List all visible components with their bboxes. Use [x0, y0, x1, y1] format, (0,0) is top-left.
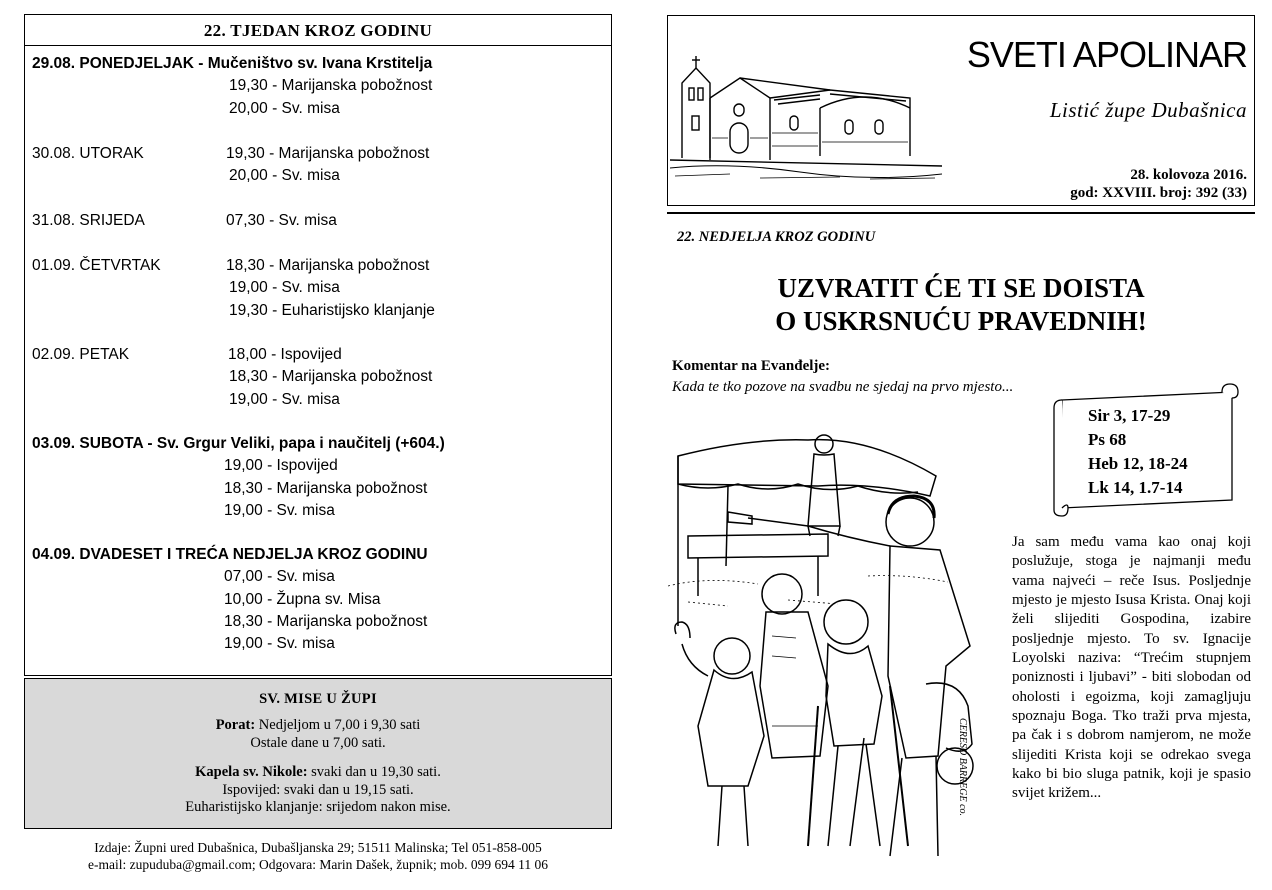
day-label: 30.08. UTORAK: [32, 145, 144, 162]
comment-title: Komentar na Evanđelje:: [672, 358, 831, 374]
event-line: 18,00 - Ispovijed: [228, 346, 342, 363]
day-label: 01.09. ČETVRTAK: [32, 257, 161, 274]
schedule-title: 22. TJEDAN KROZ GODINU: [25, 15, 611, 46]
porat-text: Nedjeljom u 7,00 i 9,30 sati: [255, 717, 421, 733]
kapela-label: Kapela sv. Nikole:: [195, 764, 308, 780]
readings-list: [1088, 404, 1188, 500]
issue-date: 28. kolovoza 2016.: [1130, 167, 1247, 183]
event-line: 18,30 - Marijanska pobožnost: [226, 257, 430, 274]
masthead: [667, 15, 1255, 206]
artist-signature: CERESO BARREGE co.: [957, 718, 968, 817]
event-line: 19,00 - Sv. misa: [224, 635, 335, 653]
mass-times-title: SV. MISE U ŽUPI: [259, 691, 377, 707]
issue-number: god: XXVIII. broj: 392 (33): [1070, 185, 1247, 201]
event-line: 18,30 - Marijanska pobožnost: [224, 612, 428, 630]
schedule-day: [32, 344, 604, 411]
day-label: 04.09. DVADESET I TREĆA NEDJELJA KROZ GODINU: [32, 546, 428, 563]
church-drawing: [670, 38, 942, 183]
schedule-day: [32, 53, 604, 120]
publisher-footer: [24, 839, 612, 873]
event-line: 19,00 - Sv. misa: [229, 279, 340, 297]
event-line: 19,30 - Marijanska pobožnost: [226, 145, 430, 162]
schedule-day: [32, 143, 604, 188]
schedule-day: [32, 544, 604, 655]
article-headline: [667, 272, 1255, 338]
reading-item: Sir 3, 17-29: [1088, 406, 1171, 425]
event-line: 19,30 - Euharistijsko klanjanje: [229, 301, 435, 319]
event-line: 19,00 - Sv. misa: [224, 501, 335, 519]
event-line: 20,00 - Sv. misa: [229, 167, 340, 185]
reading-item: Heb 12, 18-24: [1088, 454, 1188, 473]
day-label: 29.08. PONEDJELJAK - Mučeništvo sv. Ivana Krstitelja: [32, 55, 433, 72]
sunday-label: 22. NEDJELJA KROZ GODINU: [677, 229, 876, 245]
event-line: 18,30 - Marijanska pobožnost: [224, 479, 428, 497]
day-label: 03.09. SUBOTA - Sv. Grgur Veliki, papa i naučitelj (+604.): [32, 435, 445, 452]
event-line: 19,00 - Sv. misa: [229, 390, 340, 408]
schedule-day: [32, 210, 604, 232]
schedule-day: [32, 255, 604, 322]
comment-text: Kada te tko pozove na svadbu ne sjedaj na prvo mjesto...: [672, 379, 1014, 395]
masthead-divider: [667, 212, 1255, 214]
reading-item: Lk 14, 1.7-14: [1088, 478, 1183, 497]
ispovijed-text: Ispovijed: svaki dan u 19,15 sati.: [222, 781, 414, 798]
weekly-schedule: [24, 14, 612, 676]
gospel-illustration: [668, 426, 1004, 871]
event-line: 10,00 - Župna sv. Misa: [224, 590, 381, 608]
event-line: 18,30 - Marijanska pobožnost: [229, 368, 433, 386]
day-label: 02.09. PETAK: [32, 346, 130, 363]
footer-line-2: e-mail: zupuduba@gmail.com; Odgovara: Marin Dašek, župnik; mob. 099 694 11 06: [88, 857, 548, 872]
kapela-text: svaki dan u 19,30 sati.: [307, 764, 441, 780]
footer-line-1: Izdaje: Župni ured Dubašnica, Dubašljanska 29; 51511 Malinska; Tel 051-858-005: [94, 840, 542, 855]
event-line: 07,30 - Sv. misa: [226, 212, 337, 229]
day-label: 31.08. SRIJEDA: [32, 212, 145, 229]
headline-line-1: UZVRATIT ĆE TI SE DOISTA: [777, 273, 1145, 303]
headline-line-2: O USKRSNUĆU PRAVEDNIH!: [775, 306, 1147, 336]
event-line: 19,00 - Ispovijed: [224, 457, 338, 475]
newsletter-name: SVETI APOLINAR: [966, 34, 1247, 75]
mass-times-box: [24, 678, 612, 829]
event-line: 20,00 - Sv. misa: [229, 99, 340, 117]
event-line: 19,30 - Marijanska pobožnost: [229, 77, 433, 95]
porat-label: Porat:: [215, 717, 256, 733]
klanjanje-text: Euharistijsko klanjanje: srijedom nakon mise.: [185, 799, 451, 815]
article-body: Ja sam među vama kao onaj koji poslužuje, stoga je najmanji među vama najveći – reče Isus. Posljednje mjesto je mjesto Isusa Krista. Onaj koji želi slijediti Gospodina, izabire posljednje mjesto. To sv. Ignacije Loyolski naziva: “Trećim stupnjem poniznosti i ljubavi” - biti slobodan od oholosti i egoizma, koji zamagljuju spoznaju Boga. Tko traži prva mjesta, pa čak i s dobrom namjerom, ne može slijediti Krista koji se odrekao svega kako bi bio sluga patnik, koji je spasio svijet križem...: [1012, 534, 1251, 802]
porat-text-2: Ostale dane u 7,00 sati.: [250, 734, 386, 751]
reading-item: Ps 68: [1088, 430, 1127, 449]
newsletter-subtitle: Listić župe Dubašnica: [1049, 98, 1247, 122]
schedule-day: [32, 433, 604, 522]
issue-info: [1070, 166, 1247, 202]
event-line: 07,00 - Sv. misa: [224, 568, 335, 586]
